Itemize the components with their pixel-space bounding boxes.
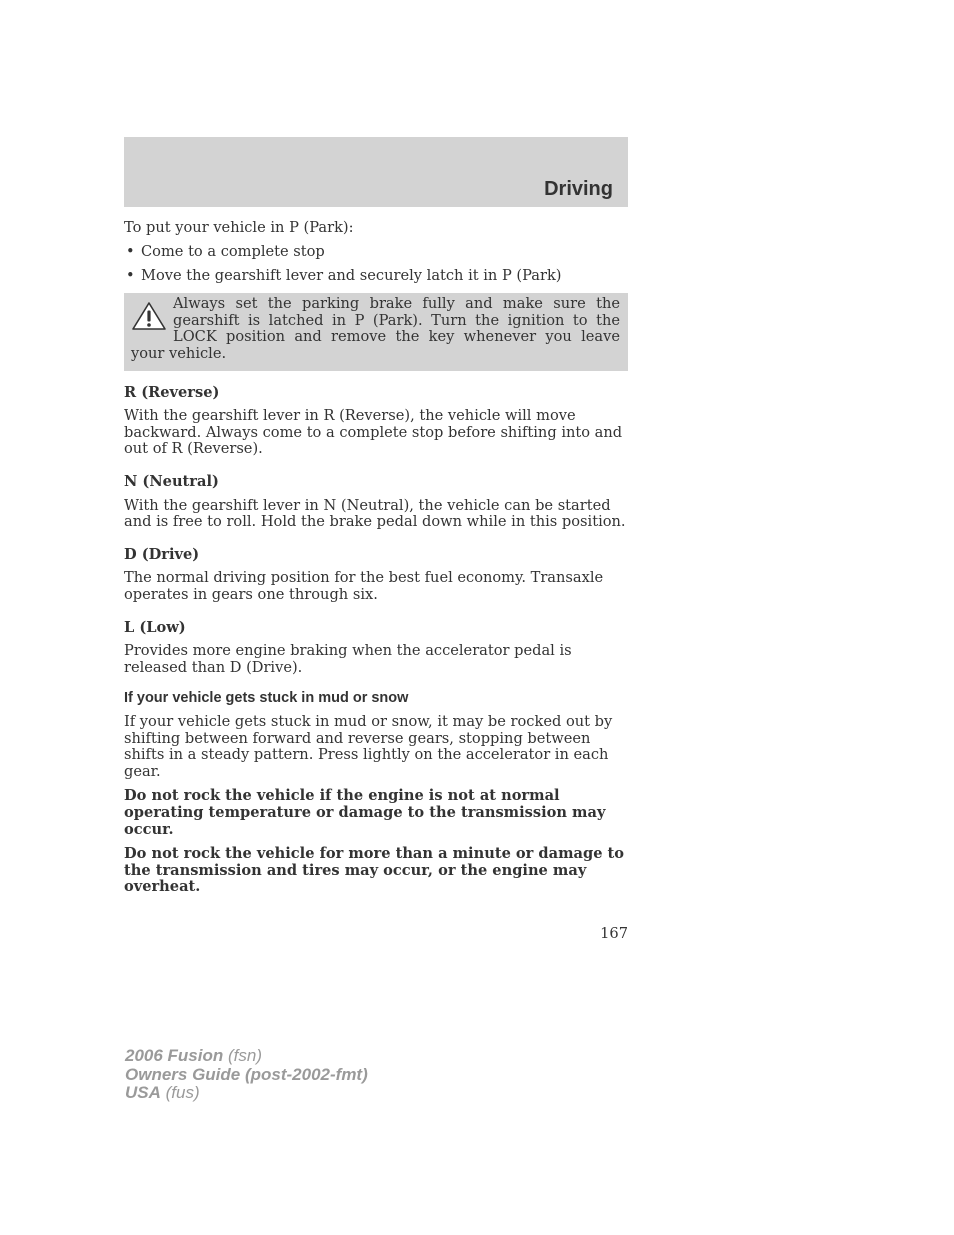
drive-body: The normal driving position for the best fuel economy. Transaxle operates in gears one through six. — [124, 569, 604, 603]
warning-text: Always set the parking brake fully and make sure the gearshift is latched in P (Park). Turn the ignition to the LOCK position and remove the key whenever you leave your vehicle. — [131, 295, 620, 363]
neutral-heading: N (Neutral) — [124, 473, 219, 491]
bullet-icon: • — [126, 242, 135, 260]
footer-line-3: USA (fus) — [125, 1083, 200, 1102]
caution-text-1: Do not rock the vehicle if the engine is not at normal operating temperature or damage to the transmission may occur. — [124, 787, 606, 838]
list-item: • Come to a complete stop — [126, 242, 325, 260]
stuck-heading: If your vehicle gets stuck in mud or snow — [124, 690, 409, 707]
reverse-body: With the gearshift lever in R (Reverse), the vehicle will move backward. Always come to a complete stop before shifting into and out of R (Reverse). — [124, 407, 623, 458]
list-item: • Move the gearshift lever and securely latch it in P (Park) — [126, 266, 562, 284]
intro-text: To put your vehicle in P (Park): — [124, 219, 354, 236]
page-number: 167 — [600, 925, 628, 942]
low-heading: L (Low) — [124, 618, 186, 636]
low-body: Provides more engine braking when the accelerator pedal is released than D (Drive). — [124, 642, 572, 676]
bullet-icon: • — [126, 266, 135, 284]
footer-line-1: 2006 Fusion (fsn) — [125, 1046, 262, 1065]
section-header-bar — [124, 137, 628, 207]
warning-box — [124, 293, 628, 370]
park-steps-list — [124, 244, 628, 285]
document-footer — [125, 1047, 368, 1103]
footer-line-2: Owners Guide (post-2002-fmt) — [125, 1064, 368, 1084]
section-title: Driving — [544, 178, 613, 200]
stuck-body: If your vehicle gets stuck in mud or snow, it may be rocked out by shifting between forward and reverse gears, stopping between shifts in a steady pattern. Press lightly on the accelerator in each gear. — [124, 712, 613, 780]
neutral-body: With the gearshift lever in N (Neutral), the vehicle can be started and is free to roll. Hold the brake pedal down while in this position. — [124, 496, 626, 531]
caution-text-2: Do not rock the vehicle for more than a minute or damage to the transmission and tires may occur, or the engine may overheat. — [124, 845, 625, 896]
page-content — [124, 220, 628, 896]
warning-triangle-icon — [131, 301, 167, 331]
drive-heading: D (Drive) — [124, 545, 200, 563]
reverse-heading: R (Reverse) — [124, 383, 220, 401]
